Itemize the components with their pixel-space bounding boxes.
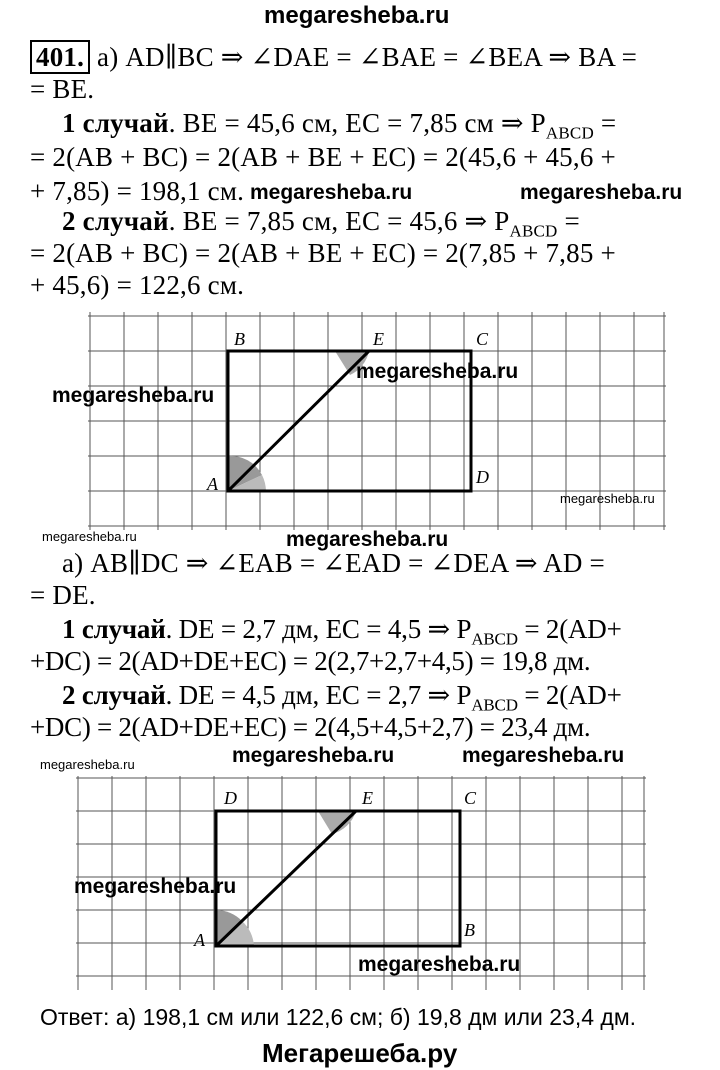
part-a2-case1-line2: +DC) = 2(AD+DE+EC) = 2(2,7+2,7+4,5) = 19,8 дм. [30,646,591,676]
case2-sub: ABCD [471,695,518,715]
part-a1-cont: = BE. [30,74,95,104]
part-a1-case2 [62,206,580,241]
case1-label: 1 случай [62,108,169,138]
case1-end: = [593,108,617,138]
part-a1-case1 [62,108,616,143]
part-a2-cont: = DE. [30,580,96,610]
case2-end: = 2(AD+ [517,680,622,710]
watermark: megaresheba.ru [74,875,237,898]
fig1-label-b: B [234,329,245,349]
watermark: megaresheba.ru [42,529,137,544]
watermark: megaresheba.ru [250,181,413,204]
part-a2-intro: а) AB∥DC ⇒ ∠EAB = ∠EAD = ∠DEA ⇒ AD = [62,548,605,578]
part-a1-case2-line2: = 2(AB + BC) = 2(AB + BE + EC) = 2(7,85 + 7,85 + [30,238,616,268]
case1-label: 1 случай [62,614,166,644]
part-a1-intro: а) AD∥BC ⇒ ∠DAE = ∠BAE = ∠BEA ⇒ BA = [97,42,637,72]
case1-end: = 2(AD+ [517,614,622,644]
case1-text: . BE = 45,6 см, EC = 7,85 см ⇒ P [168,108,546,138]
fig2-label-c: C [464,788,477,808]
case2-text: . DE = 4,5 дм, EC = 2,7 ⇒ P [165,680,472,710]
case2-label: 2 случай [62,680,166,710]
part-a1-case1-line2: = 2(AB + BC) = 2(AB + BE + EC) = 2(45,6 + 45,6 + [30,142,616,172]
answer-line: Ответ: а) 198,1 см или 122,6 см; б) 19,8 дм или 23,4 дм. [40,1004,637,1030]
fig1-label-e: E [373,329,384,349]
fig1-label-d: D [476,467,489,487]
case2-text: . BE = 7,85 см, EC = 45,6 ⇒ P [168,206,510,236]
watermark: megaresheba.ru [560,491,655,506]
fig2-label-d: D [224,788,237,808]
watermark: megaresheba.ru [286,528,449,551]
watermark: megaresheba.ru [232,744,395,767]
watermark: megaresheba.ru [356,360,519,383]
part-a2-case2-line2: +DC) = 2(AD+DE+EC) = 2(4,5+4,5+2,7) = 23,4 дм. [30,712,591,742]
fig1-label-c: C [476,329,489,349]
case2-sub: ABCD [509,221,558,241]
case2-label: 2 случай [62,206,169,236]
part-a2-case2 [62,680,622,715]
watermark: megaresheba.ru [462,744,625,767]
header-watermark: megaresheba.ru [264,2,450,29]
case1-sub: ABCD [471,629,518,649]
problem-line-1 [30,42,637,73]
footer-watermark: Мегарешеба.ру [262,1038,458,1068]
case1-sub: ABCD [545,123,594,143]
fig2-label-a: A [194,930,205,950]
case1-text: . DE = 2,7 дм, EC = 4,5 ⇒ P [165,614,472,644]
case2-end: = [557,206,580,236]
problem-number: 401. [30,40,90,74]
part-a2-case1 [62,614,622,649]
watermark: megaresheba.ru [40,757,135,772]
part-a1-case2-line3: + 45,6) = 122,6 см. [30,270,245,300]
fig2-label-b: B [464,920,475,940]
part-a1-case1-line3: + 7,85) = 198,1 см. [30,176,245,206]
watermark: megaresheba.ru [52,384,215,407]
watermark: megaresheba.ru [520,181,683,204]
fig2-label-e: E [362,788,373,808]
fig1-label-a: A [207,474,218,494]
watermark: megaresheba.ru [358,953,521,976]
